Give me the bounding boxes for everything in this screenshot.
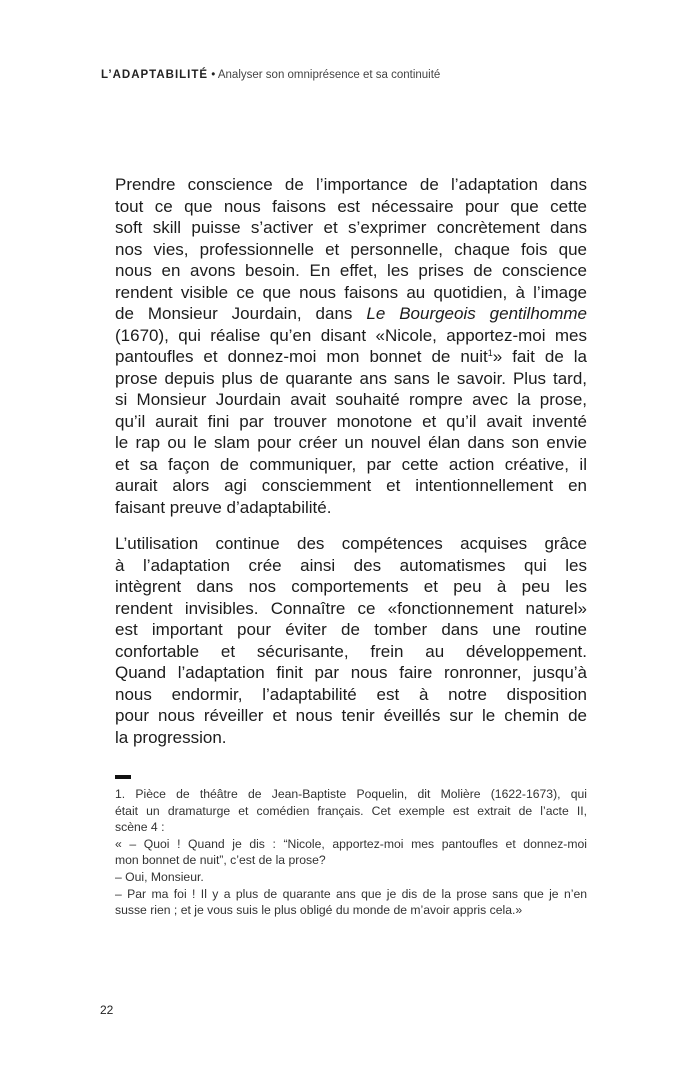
text-segment: de Monsieur Jourdain, dans [115, 304, 353, 323]
text-line [115, 346, 587, 368]
text-segment: » fait de la [492, 347, 587, 366]
footnote [115, 786, 587, 919]
paragraph-1 [115, 174, 587, 518]
text-line [115, 303, 587, 325]
text-segment: pantoufles et donnez-moi mon bonnet de nuit [115, 347, 488, 366]
text-line: qu’il aurait fini par trouver monotone et qu’il avait inventé [115, 411, 587, 431]
text-line: rendent invisibles. Connaître ce «fonctionnement naturel» [115, 598, 587, 618]
text-line: à l’adaptation crée ainsi des automatismes qui les [115, 555, 587, 575]
paragraph-2 [115, 533, 587, 748]
footnote-divider [115, 775, 131, 779]
footnote-line: « – Quoi ! Quand je dis : “Nicole, apportez-moi mes pantoufles et donnez-moi [115, 836, 587, 851]
text-line: nous endormir, l’adaptabilité est à notre disposition [115, 684, 587, 704]
text-line: soft skill puisse s’activer et s’exprimer concrètement dans [115, 218, 587, 237]
footnote-reference[interactable]: 1 [487, 348, 493, 358]
text-line: si Monsieur Jourdain avait souhaité rompre avec la prose, [115, 390, 587, 409]
footnote-line: susse rien ; et je vous suis le plus obligé du monde de m’avoir appris cela.» [115, 903, 523, 918]
text-line: faisant preuve d’adaptabilité. [115, 497, 332, 517]
footnote-line: mon bonnet de nuit”, c’est de la prose? [115, 853, 326, 868]
header-separator: • [211, 69, 216, 81]
text-line: nos vies, professionnelle et personnelle, chaque fois que [115, 239, 587, 259]
text-line: le rap ou le slam pour créer un nouvel élan dans son envie [115, 433, 587, 452]
page-number: 22 [100, 1003, 114, 1017]
footnote-line: scène 4 : [115, 820, 165, 835]
section-subtitle: Analyser son omniprésence et sa continuité [217, 69, 441, 81]
section-title: L’ADAPTABILITÉ [101, 69, 209, 81]
footnote-line: – Par ma foi ! Il y a plus de quarante ans que je dis de la prose sans que je n’en [115, 886, 587, 901]
text-line: prose depuis plus de quarante ans sans le savoir. Plus tard, [115, 368, 587, 388]
text-line: pour nous réveiller et nous tenir éveillés sur le chemin de [115, 706, 587, 725]
text-line: tout ce que nous faisons est nécessaire pour que cette [115, 196, 587, 216]
footnote-line: 1. Pièce de théâtre de Jean-Baptiste Poquelin, dit Molière (1622-1673), qui [115, 787, 587, 801]
text-line: confortable et sécurisante, frein au développement. [115, 641, 587, 661]
text-line: la progression. [115, 727, 227, 747]
text-line: (1670), qui réalise qu’en disant «Nicole, apportez-moi mes [115, 325, 587, 345]
text-line: L’utilisation continue des compétences acquises grâce [115, 534, 587, 553]
footnote-line: était un dramaturge et comédien français. Cet exemple est extrait de l’acte II, [115, 803, 587, 818]
text-line: nous en avons besoin. En effet, les prises de conscience [115, 261, 587, 280]
text-line: aurait alors agi consciemment et intentionnellement en [115, 476, 587, 495]
text-line: intègrent dans nos comportements et peu à peu les [115, 577, 587, 596]
text-line: rendent visible ce que nous faisons au quotidien, à l’image [115, 282, 587, 302]
text-line: Quand l’adaptation finit par nous faire ronronner, jusqu’à [115, 663, 587, 682]
running-header [101, 69, 440, 81]
text-line: et sa façon de communiquer, par cette action créative, il [115, 454, 587, 474]
text-line: Prendre conscience de l’importance de l’adaptation dans [115, 175, 587, 194]
work-title: Le Bourgeois gentilhomme [366, 304, 588, 323]
footnote-line: – Oui, Monsieur. [115, 869, 204, 884]
text-line: est important pour éviter de tomber dans une routine [115, 620, 587, 639]
